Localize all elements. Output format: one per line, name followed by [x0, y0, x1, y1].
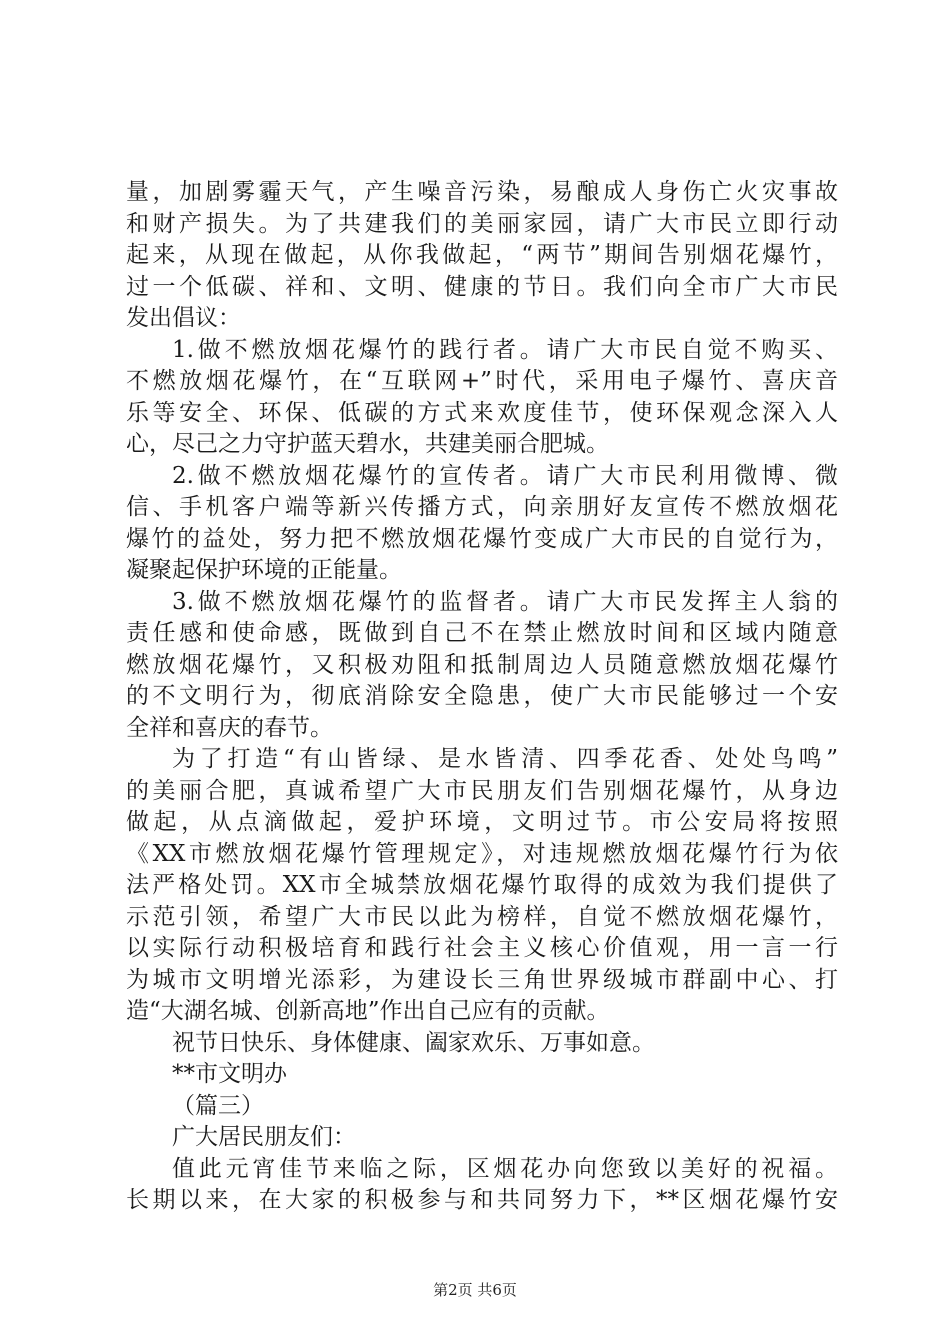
text-line: 责任感和使命感，既做到自己不在禁止燃放时间和区域内随意: [126, 620, 838, 646]
text-line: 示范引领，希望广大市民以此为榜样，自觉不燃放烟花爆竹，: [126, 903, 838, 930]
text-line: 为城市文明增光添彩，为建设长三角世界级城市群副中心、打: [126, 966, 838, 993]
text-line: 心，尽己之力守护蓝天碧水，共建美丽合肥城。: [126, 431, 609, 457]
text-line: 法严格处罚。XX市全城禁放烟花爆竹取得的成效为我们提供了: [126, 872, 838, 898]
text-line: 长期以来，在大家的积极参与和共同努力下，**区烟花爆竹安: [126, 1187, 838, 1213]
text-line: 过一个低碳、祥和、文明、健康的节日。我们向全市广大市民: [126, 273, 838, 300]
page-footer: 第2页 共6页: [433, 1281, 517, 1299]
text-line: 凝聚起保护环境的正能量。: [126, 557, 402, 583]
text-line: 起来，从现在做起，从你我做起，“两节”期间告别烟花爆竹，: [126, 242, 838, 268]
text-line: 为了打造“有山皆绿、是水皆清、四季花香、处处鸟鸣”: [172, 746, 838, 772]
text-line: 乐等安全、环保、低碳的方式来欢度佳节，使环保观念深入人: [126, 399, 838, 426]
text-line: 祝节日快乐、身体健康、阖家欢乐、万事如意。: [172, 1029, 655, 1056]
document-body: [126, 177, 838, 1217]
text-line: 以实际行动积极培育和践行社会主义核心价值观，用一言一行: [126, 935, 838, 961]
text-line: 全祥和喜庆的春节。: [126, 714, 333, 741]
text-line: 和财产损失。为了共建我们的美丽家园，请广大市民立即行动: [126, 210, 838, 237]
text-line: 值此元宵佳节来临之际，区烟花办向您致以美好的祝福。: [172, 1155, 838, 1182]
text-line: 不燃放烟花爆竹，在“互联网+”时代，采用电子爆竹、喜庆音: [126, 368, 838, 394]
text-line: （篇三）: [172, 1092, 264, 1119]
text-line: 爆竹的益处，努力把不燃放烟花爆竹变成广大市民的自觉行为，: [126, 525, 838, 552]
text-line: 2.做不燃放烟花爆竹的宣传者。请广大市民利用微博、微: [172, 462, 838, 489]
text-line: 信、手机客户端等新兴传播方式，向亲朋好友宣传不燃放烟花: [126, 494, 838, 520]
text-line: 1.做不燃放烟花爆竹的践行者。请广大市民自觉不购买、: [172, 336, 838, 363]
text-line: 做起，从点滴做起，爱护环境，文明过节。市公安局将按照: [126, 809, 838, 835]
text-line: 发出倡议：: [126, 305, 241, 331]
text-line: 《XX市燃放烟花爆竹管理规定》，对违规燃放烟花爆竹行为依: [126, 840, 838, 867]
text-line: 燃放烟花爆竹，又积极劝阻和抵制周边人员随意燃放烟花爆竹: [126, 651, 838, 678]
text-line: 广大居民朋友们：: [172, 1124, 356, 1150]
text-line: 量，加剧雾霾天气，产生噪音污染，易酿成人身伤亡火灾事故: [126, 179, 838, 205]
text-line: 3.做不燃放烟花爆竹的监督者。请广大市民发挥主人翁的: [172, 588, 838, 615]
text-line: **市文明办: [172, 1061, 287, 1087]
text-line: 的美丽合肥，真诚希望广大市民朋友们告别烟花爆竹，从身边: [126, 777, 838, 804]
text-line: 造“大湖名城、创新高地”作出自己应有的贡献。: [126, 998, 610, 1024]
text-line: 的不文明行为，彻底消除安全隐患，使广大市民能够过一个安: [126, 683, 838, 709]
